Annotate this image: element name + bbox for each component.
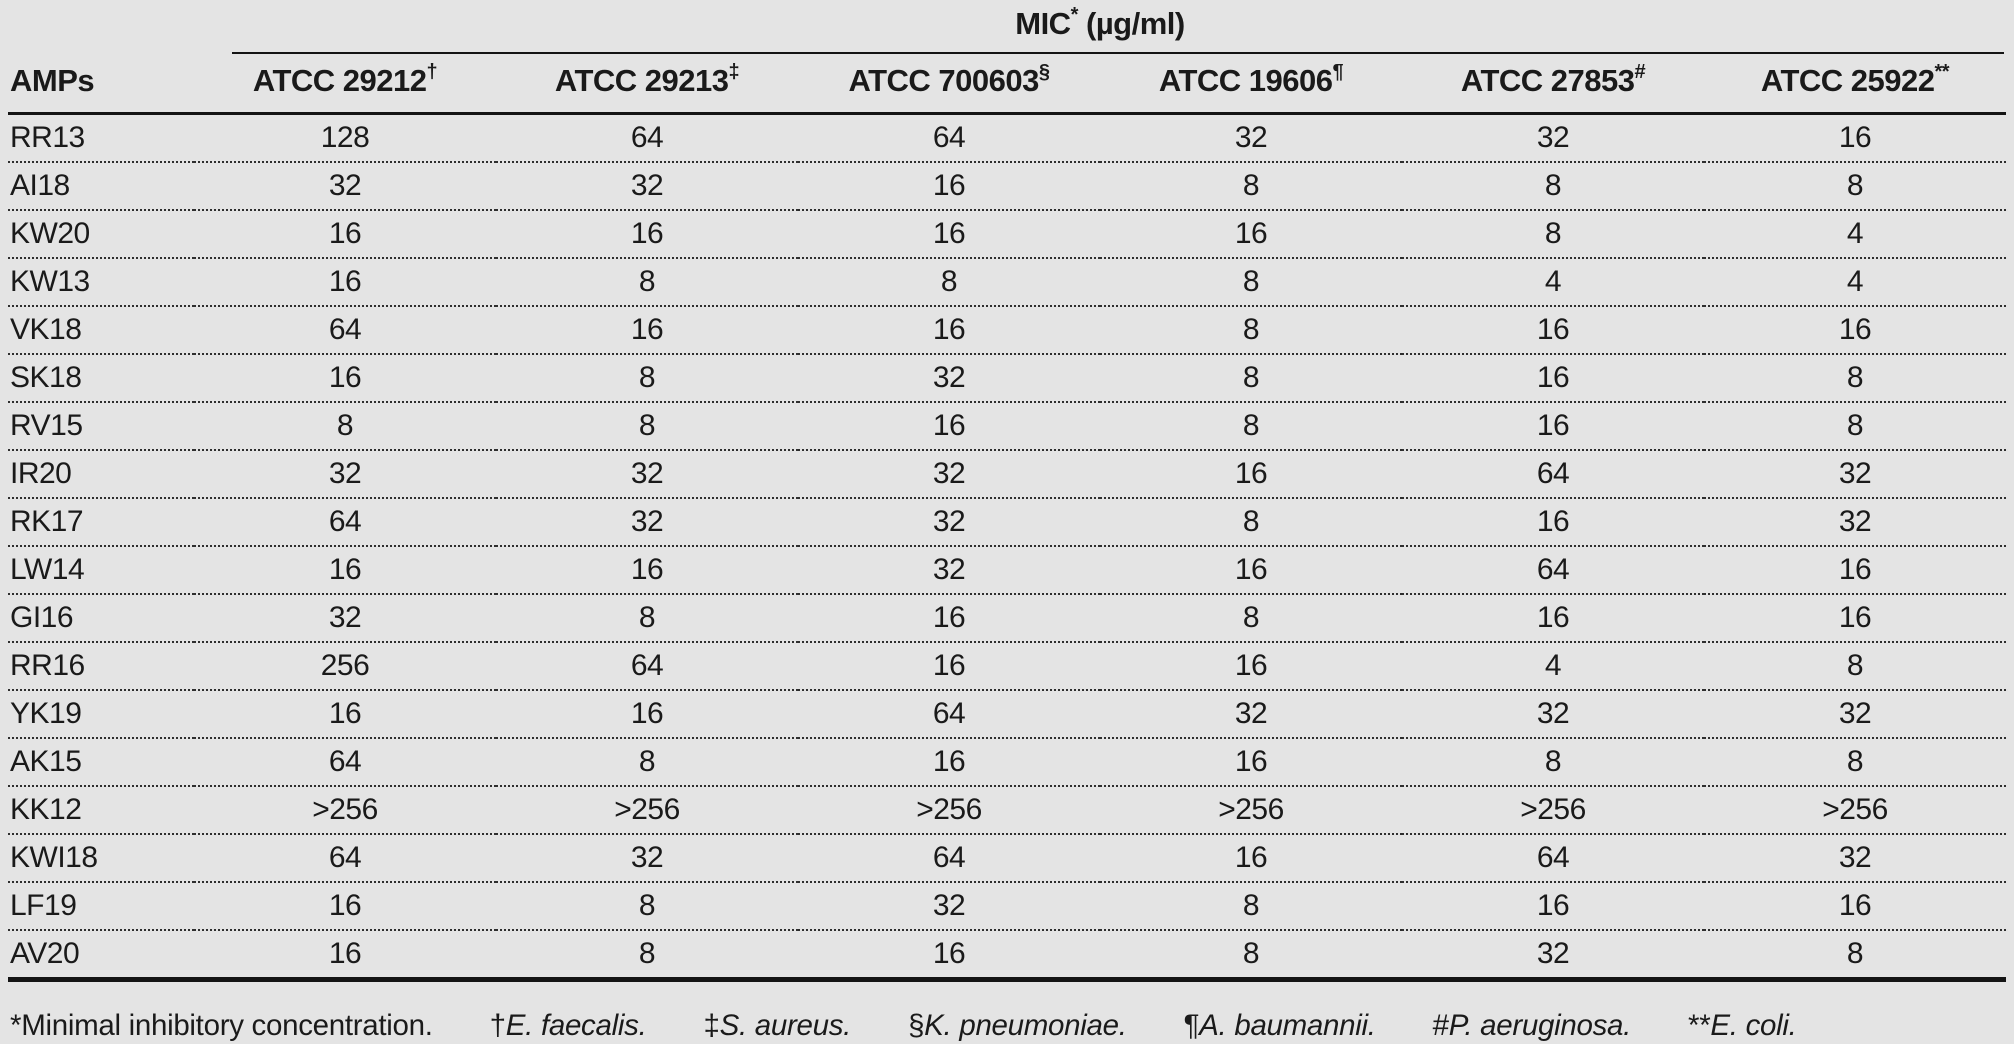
footnote-symbol: ** [1688, 1009, 1711, 1042]
footnote-text: E. faecalis. [505, 1009, 647, 1042]
mic-value: 8 [1100, 882, 1402, 930]
mic-value: 16 [798, 210, 1100, 258]
table-row [8, 258, 2006, 306]
mic-value: 8 [1704, 162, 2006, 210]
table-row [8, 642, 2006, 690]
amp-label: AK15 [8, 738, 194, 786]
mic-value: 8 [496, 738, 798, 786]
column-header-atcc-700603 [798, 54, 1100, 114]
column-header-row [8, 54, 2006, 114]
mic-value: 16 [194, 546, 496, 594]
mic-value: 8 [194, 402, 496, 450]
mic-group-header [194, 3, 2006, 54]
mic-value: 16 [194, 930, 496, 980]
mic-value: 32 [798, 882, 1100, 930]
mic-value: 16 [1100, 642, 1402, 690]
table-row [8, 354, 2006, 402]
double-asterisk-superscript: ** [1934, 60, 1950, 83]
mic-unit: (µg/ml) [1086, 6, 1185, 41]
footnote-symbol: ‡ [703, 1009, 720, 1042]
mic-value: >256 [1704, 786, 2006, 834]
mic-value: 16 [1704, 882, 2006, 930]
mic-value: 16 [1402, 594, 1704, 642]
amp-label: AV20 [8, 930, 194, 980]
mic-value: 64 [1402, 450, 1704, 498]
mic-value: >256 [496, 786, 798, 834]
mic-value: 32 [1704, 834, 2006, 882]
mic-value: 16 [798, 594, 1100, 642]
mic-value: 16 [1704, 594, 2006, 642]
mic-value: 4 [1704, 210, 2006, 258]
mic-table [8, 3, 2006, 982]
table-row [8, 690, 2006, 738]
column-label: ATCC 700603 [848, 63, 1039, 98]
mic-value: 16 [798, 930, 1100, 980]
mic-value: 16 [1402, 306, 1704, 354]
mic-value: 16 [1100, 738, 1402, 786]
mic-value: 16 [798, 642, 1100, 690]
amp-label: KW13 [8, 258, 194, 306]
column-header-atcc-29212 [194, 54, 496, 114]
mic-value: 8 [1402, 162, 1704, 210]
mic-value: 16 [1100, 450, 1402, 498]
mic-value: 16 [194, 882, 496, 930]
mic-value: 8 [1402, 738, 1704, 786]
footnote-text: A. baumannii. [1199, 1009, 1376, 1042]
amp-label: RV15 [8, 402, 194, 450]
mic-value: 32 [496, 450, 798, 498]
amp-label: KK12 [8, 786, 194, 834]
mic-value: 32 [1704, 450, 2006, 498]
mic-value: 8 [1100, 498, 1402, 546]
mic-value: >256 [798, 786, 1100, 834]
amp-label: RR16 [8, 642, 194, 690]
mic-value: 64 [798, 114, 1100, 163]
mic-value: 16 [1402, 882, 1704, 930]
table-row [8, 834, 2006, 882]
mic-value: 16 [1704, 114, 2006, 163]
footnote-item [1688, 1009, 1797, 1043]
mic-value: 16 [1100, 834, 1402, 882]
column-label: ATCC 29212 [252, 63, 427, 98]
mic-value: 32 [194, 594, 496, 642]
mic-value: 16 [1704, 546, 2006, 594]
table-row [8, 498, 2006, 546]
mic-value: 32 [194, 450, 496, 498]
column-header-atcc-25922 [1704, 54, 2006, 114]
mic-value: 256 [194, 642, 496, 690]
mic-value: 64 [194, 738, 496, 786]
footnote-symbol: # [1432, 1009, 1449, 1042]
footnote-symbol: * [10, 1009, 22, 1042]
mic-value: >256 [1100, 786, 1402, 834]
mic-value: 16 [496, 210, 798, 258]
mic-value: >256 [194, 786, 496, 834]
mic-value: 16 [798, 162, 1100, 210]
footnote-item [1184, 1009, 1376, 1043]
footnotes [8, 1009, 2006, 1043]
mic-value: 32 [798, 354, 1100, 402]
mic-value: 16 [798, 402, 1100, 450]
footnote-text: S. aureus. [719, 1009, 852, 1042]
section-superscript: § [1038, 60, 1050, 83]
mic-value: 8 [496, 258, 798, 306]
footnote-symbol: ¶ [1183, 1009, 1200, 1042]
mic-value: 64 [798, 690, 1100, 738]
table-row [8, 162, 2006, 210]
mic-value: 64 [1402, 834, 1704, 882]
mic-value: 8 [1704, 738, 2006, 786]
mic-value: 16 [1402, 354, 1704, 402]
mic-value: 32 [1704, 690, 2006, 738]
mic-value: 32 [496, 162, 798, 210]
footnote-symbol: § [908, 1009, 925, 1042]
mic-value: 8 [496, 882, 798, 930]
footnote-text: K. pneumoniae. [924, 1009, 1127, 1042]
footnote-text: Minimal inhibitory concentration. [21, 1009, 433, 1042]
mic-value: 64 [194, 498, 496, 546]
mic-value: 8 [1704, 642, 2006, 690]
footnote-symbol: † [489, 1009, 506, 1042]
dagger-superscript: † [426, 60, 438, 83]
column-label: ATCC 25922 [1760, 63, 1935, 98]
mic-value: 32 [798, 498, 1100, 546]
mic-value: 64 [194, 306, 496, 354]
table-row [8, 210, 2006, 258]
mic-value: 4 [1704, 258, 2006, 306]
mic-value: 64 [496, 114, 798, 163]
amp-label: RK17 [8, 498, 194, 546]
mic-value: 32 [1402, 930, 1704, 980]
footnote-item [10, 1009, 433, 1043]
column-label: ATCC 27853 [1460, 63, 1635, 98]
amp-label: LW14 [8, 546, 194, 594]
amp-label: KWI18 [8, 834, 194, 882]
amps-column-header: AMPs [8, 54, 194, 114]
footnote-text: E. coli. [1710, 1009, 1797, 1042]
double-dagger-superscript: ‡ [728, 60, 740, 83]
amp-label: SK18 [8, 354, 194, 402]
mic-group-header-row [8, 6, 2006, 54]
mic-value: 8 [496, 354, 798, 402]
mic-value: 8 [1100, 354, 1402, 402]
mic-value: 8 [1100, 402, 1402, 450]
table-row [8, 786, 2006, 834]
mic-value: 8 [1100, 162, 1402, 210]
mic-value: 8 [1704, 402, 2006, 450]
mic-value: 16 [194, 690, 496, 738]
mic-value: 8 [1100, 930, 1402, 980]
mic-value: 8 [496, 930, 798, 980]
mic-label: MIC [1015, 6, 1071, 41]
mic-value: 64 [194, 834, 496, 882]
mic-value: 16 [1100, 210, 1402, 258]
mic-value: 4 [1402, 258, 1704, 306]
mic-value: >256 [1402, 786, 1704, 834]
footnote-item [1433, 1009, 1631, 1043]
amp-label: YK19 [8, 690, 194, 738]
mic-value: 32 [798, 450, 1100, 498]
mic-value: 64 [798, 834, 1100, 882]
table-row [8, 882, 2006, 930]
amp-label: IR20 [8, 450, 194, 498]
mic-value: 16 [1704, 306, 2006, 354]
pilcrow-superscript: ¶ [1332, 60, 1344, 83]
mic-value: 32 [1402, 114, 1704, 163]
mic-value: 8 [1402, 210, 1704, 258]
spanner-spacer [8, 6, 194, 54]
amp-label: GI16 [8, 594, 194, 642]
mic-value: 64 [496, 642, 798, 690]
footnote-text: P. aeruginosa. [1448, 1009, 1632, 1042]
mic-value: 8 [1100, 258, 1402, 306]
amp-label: AI18 [8, 162, 194, 210]
table-row [8, 306, 2006, 354]
footnote-item [490, 1009, 647, 1043]
table-row [8, 738, 2006, 786]
mic-value: 32 [1402, 690, 1704, 738]
mic-value: 16 [1100, 546, 1402, 594]
amp-label: VK18 [8, 306, 194, 354]
mic-value: 16 [1402, 498, 1704, 546]
column-header-atcc-29213 [496, 54, 798, 114]
mic-value: 64 [1402, 546, 1704, 594]
column-header-atcc-27853 [1402, 54, 1704, 114]
mic-value: 16 [798, 738, 1100, 786]
mic-value: 16 [194, 258, 496, 306]
mic-value: 8 [496, 402, 798, 450]
mic-value: 16 [496, 306, 798, 354]
mic-value: 16 [194, 210, 496, 258]
mic-value: 8 [1100, 306, 1402, 354]
table-row [8, 594, 2006, 642]
amp-label: RR13 [8, 114, 194, 163]
column-header-atcc-19606 [1100, 54, 1402, 114]
amp-label: KW20 [8, 210, 194, 258]
mic-value: 16 [798, 306, 1100, 354]
table-row [8, 450, 2006, 498]
table-row [8, 402, 2006, 450]
mic-value: 8 [1704, 930, 2006, 980]
mic-value: 32 [1100, 690, 1402, 738]
mic-value: 8 [798, 258, 1100, 306]
mic-asterisk: * [1070, 3, 1078, 26]
mic-value: 32 [1100, 114, 1402, 163]
mic-value: 16 [496, 690, 798, 738]
mic-value: 4 [1402, 642, 1704, 690]
footnote-item [908, 1009, 1127, 1043]
hash-superscript: # [1634, 60, 1646, 83]
table-row [8, 930, 2006, 980]
mic-value: 32 [798, 546, 1100, 594]
mic-value: 32 [194, 162, 496, 210]
column-label: ATCC 29213 [554, 63, 729, 98]
mic-value: 32 [1704, 498, 2006, 546]
amp-label: LF19 [8, 882, 194, 930]
mic-value: 8 [496, 594, 798, 642]
mic-value: 8 [1100, 594, 1402, 642]
footnote-item [703, 1009, 851, 1043]
column-label: ATCC 19606 [1158, 63, 1333, 98]
mic-value: 16 [194, 354, 496, 402]
table-row [8, 546, 2006, 594]
mic-value: 16 [1402, 402, 1704, 450]
mic-value: 16 [496, 546, 798, 594]
mic-value: 32 [496, 834, 798, 882]
table-row [8, 114, 2006, 163]
mic-value: 8 [1704, 354, 2006, 402]
mic-value: 128 [194, 114, 496, 163]
mic-value: 32 [496, 498, 798, 546]
